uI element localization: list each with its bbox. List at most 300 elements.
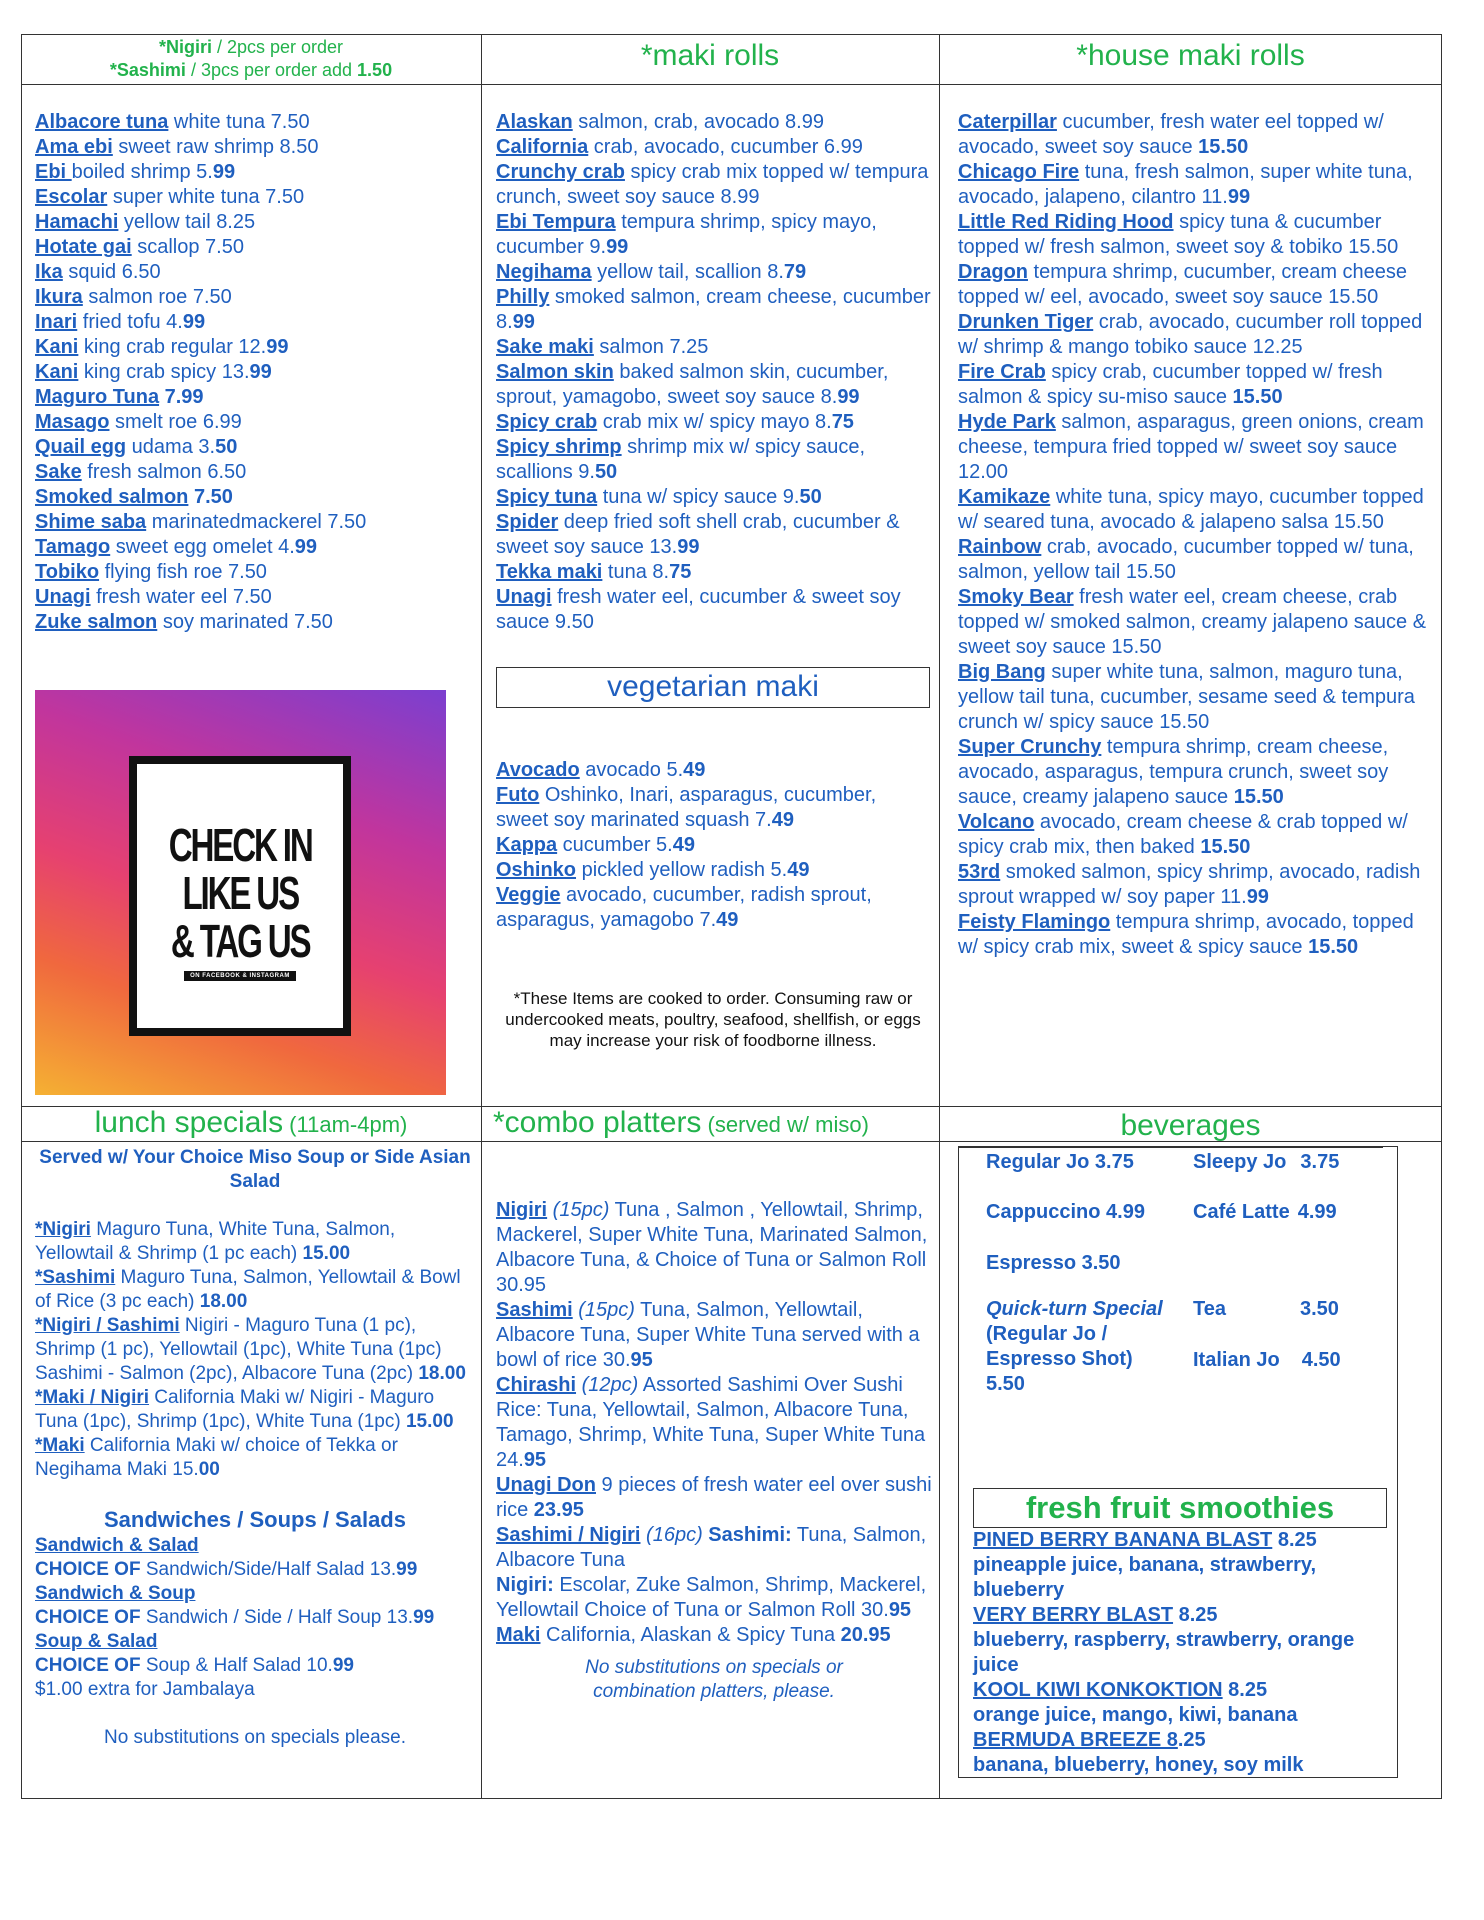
item-price-bold: 99 <box>182 311 206 333</box>
item-pieces: (15pc) <box>547 1199 610 1221</box>
item-price-bold: 99 <box>249 361 272 383</box>
item-name: Sake <box>35 461 82 483</box>
item-price-bold: 99 <box>606 236 629 258</box>
item-price-bold: 75 <box>669 561 692 583</box>
list-item <box>496 210 932 260</box>
item-price-bold: 99 <box>294 536 318 558</box>
list-item <box>35 310 465 335</box>
list-item <box>35 110 465 135</box>
item-desc: California Maki w/ choice of Tekka or Negihama Maki 15. <box>35 1435 398 1480</box>
beverages-header: beverages <box>1120 1109 1261 1142</box>
item-name: Tekka maki <box>496 561 603 583</box>
list-item <box>958 585 1428 660</box>
item-desc: soy marinated 7.50 <box>157 611 333 633</box>
item-desc: tempura shrimp, avocado, topped w/ spicy crab mix, sweet & spicy sauce <box>958 911 1414 958</box>
item-desc: Nigiri - Maguro Tuna (1 pc), Shrimp (1 pc), Yellowtail (1pc), White Tuna (1pc) Sashimi - Salmon (2pc), Albacore Tuna (2pc) <box>35 1315 442 1384</box>
list-item <box>35 560 465 585</box>
list-item <box>35 385 465 410</box>
item-name: *Sashimi <box>35 1267 116 1288</box>
item-price-bold: 99 <box>413 1607 435 1628</box>
combo-sashimi-nigiri: Sashimi / Nigiri (16pc) Sashimi: Tuna, Salmon, Albacore Tuna Nigiri: Escolar, Zuke Salmon, Shrimp, Mackerel, Yellowtail Choice of Tuna or Salmon Roll 30.95 <box>496 1524 927 1621</box>
list-item <box>35 335 465 360</box>
bev-quick-turn: Quick-turn Special (Regular Jo / Espresso Shot) 5.50 <box>986 1298 1163 1395</box>
list-item <box>958 735 1428 810</box>
list-item <box>496 1373 932 1473</box>
list-item <box>958 310 1428 360</box>
item-desc: scallop 7.50 <box>131 236 244 258</box>
item-name: Chirashi <box>496 1374 577 1396</box>
item-name: Sandwich & Soup <box>35 1583 196 1604</box>
item-name: Dragon <box>958 261 1028 283</box>
item-name: *Maki / Nigiri <box>35 1387 150 1408</box>
list-item <box>958 910 1428 960</box>
item-price-bold: 7.50 <box>193 486 233 508</box>
item-desc: Sandwich / Side / Half Soup 13. <box>140 1607 414 1628</box>
smoothie-name: KOOL KIWI KONKOKTION <box>973 1679 1223 1701</box>
item-desc: flying fish roe 7.50 <box>99 561 267 583</box>
item-name: Caterpillar <box>958 111 1057 133</box>
item-price-bold: 18.00 <box>418 1363 466 1384</box>
list-item <box>496 1473 932 1523</box>
item-desc: cucumber 5. <box>557 834 673 856</box>
item-desc: fresh water eel, cucumber & sweet soy sauce 9.50 <box>496 586 901 633</box>
item-name: Alaskan <box>496 111 573 133</box>
item-desc: spicy tuna & cucumber topped w/ fresh salmon, sweet soy & tobiko 15.50 <box>958 211 1399 258</box>
nigiri-list <box>35 110 465 635</box>
raw-food-warning: *These Items are cooked to order. Consuming raw or undercooked meats, poultry, seafood, shellfish, or eggs may increase your risk of foodborne illness. <box>505 989 921 1050</box>
bev-cappuccino: Cappuccino 4.99 <box>986 1201 1145 1223</box>
smoothie-list <box>973 1528 1393 1778</box>
item-name: Ama ebi <box>35 136 113 158</box>
item-desc: cucumber, fresh water eel topped w/ avocado, sweet soy sauce <box>958 111 1384 158</box>
list-item <box>35 1630 475 1678</box>
item-name: Sandwich & Salad <box>35 1535 199 1556</box>
jambalaya-note: $1.00 extra for Jambalaya <box>35 1679 255 1700</box>
item-desc: avocado 5. <box>579 759 684 781</box>
promo-small: ON FACEBOOK & INSTAGRAM <box>184 971 296 981</box>
bev-regular-jo: Regular Jo 3.75 <box>986 1151 1134 1173</box>
list-item <box>958 660 1428 735</box>
item-price-bold: 15.50 <box>1232 386 1283 408</box>
item-desc: spicy crab mix topped w/ tempura crunch, sweet soy sauce 8.99 <box>496 161 929 208</box>
list-item <box>35 1582 475 1630</box>
smoothie-desc: orange juice, mango, kiwi, banana <box>973 1704 1298 1726</box>
combo-list <box>496 1198 932 1523</box>
list-item <box>35 460 465 485</box>
item-pieces: (15pc) <box>572 1299 635 1321</box>
item-price-bold: 49 <box>683 759 706 781</box>
item-price-bold: 15.50 <box>1308 936 1359 958</box>
list-item <box>973 1603 1393 1678</box>
item-price-bold: 99 <box>1227 186 1251 208</box>
list-item <box>35 1314 475 1386</box>
list-item <box>496 783 932 833</box>
smoothie-price: 8.25 <box>1173 1604 1218 1626</box>
item-name: Oshinko <box>496 859 577 881</box>
smoothie-desc: blueberry, raspberry, strawberry, orange juice <box>973 1629 1355 1676</box>
smoothie-price: 8.25 <box>1222 1679 1268 1701</box>
item-desc: smoked salmon, cream cheese, cucumber 8. <box>496 286 931 333</box>
smoothie-price: .25 <box>1177 1729 1206 1751</box>
smoothie-price: 8.25 <box>1272 1529 1317 1551</box>
list-item <box>496 1198 932 1298</box>
list-item <box>496 160 932 210</box>
item-desc: super white tuna 7.50 <box>107 186 305 208</box>
bev-italian-jo: Italian Jo 4.50 <box>1193 1349 1341 1371</box>
promo-image <box>35 690 446 1095</box>
list-item <box>496 883 932 933</box>
list-item <box>35 1386 475 1434</box>
item-desc: sweet raw shrimp 8.50 <box>112 136 319 158</box>
veg-list <box>496 758 932 933</box>
item-desc: white tuna, spicy mayo, cucumber topped w/ seared tuna, avocado & jalapeno salsa 15.50 <box>958 486 1424 533</box>
list-item <box>496 858 932 883</box>
item-name: Smoky Bear <box>958 586 1074 608</box>
item-name: Soup & Salad <box>35 1631 158 1652</box>
item-desc: marinatedmackerel 7.50 <box>146 511 367 533</box>
item-price-bold: 15.50 <box>1200 836 1251 858</box>
list-item <box>35 1218 475 1266</box>
item-name: Escolar <box>35 186 108 208</box>
item-desc: crab, avocado, cucumber topped w/ tuna, salmon, yellow tail 15.50 <box>958 536 1414 583</box>
item-name: Crunchy crab <box>496 161 625 183</box>
item-price-bold: 15.50 <box>1233 786 1284 808</box>
item-choice: CHOICE OF <box>35 1655 141 1676</box>
item-price-bold: 7.99 <box>164 386 204 408</box>
list-item <box>496 585 932 635</box>
item-price-bold: 75 <box>831 411 854 433</box>
list-item <box>496 285 932 335</box>
divider-2 <box>939 35 940 1798</box>
item-name: Albacore tuna <box>35 111 169 133</box>
item-name: Veggie <box>496 884 561 906</box>
beverages-top-line <box>958 1146 1383 1148</box>
list-item <box>35 210 465 235</box>
item-desc: salmon 7.25 <box>593 336 709 358</box>
bev-sleepy-jo: Sleepy Jo 3.75 <box>1193 1151 1340 1173</box>
item-desc: smoked salmon, spicy shrimp, avocado, radish sprout wrapped w/ soy paper 11. <box>958 861 1421 908</box>
item-price-bold: 99 <box>1246 886 1269 908</box>
item-name: Unagi <box>35 586 91 608</box>
item-name: Drunken Tiger <box>958 311 1094 333</box>
item-desc: Assorted Sashimi Over Sushi Rice: Tuna, Yellowtail, Salmon, Albacore Tuna, Tamago, Shrimp, White Tuna, Super White Tuna 24. <box>496 1374 926 1471</box>
combo-maki: Maki California, Alaskan & Spicy Tuna 20.95 <box>496 1624 891 1646</box>
item-desc: boiled shrimp 5. <box>71 161 213 183</box>
list-item <box>35 435 465 460</box>
house-list <box>958 110 1428 960</box>
promo-line-3: & TAG US <box>170 915 310 967</box>
item-name: Spider <box>496 511 559 533</box>
item-desc: king crab regular 12. <box>78 336 267 358</box>
list-item <box>35 585 465 610</box>
item-desc: Tuna , Salmon , Yellowtail, Shrimp, Mackerel, Super White Tuna, Marinated Salmon, Albacore Tuna, & Choice of Tuna or Salmon Roll 30.95 <box>496 1199 928 1296</box>
item-name: Hyde Park <box>958 411 1056 433</box>
item-price-bold: 15.50 <box>1198 136 1249 158</box>
item-name: Sake maki <box>496 336 594 358</box>
item-desc: salmon, crab, avocado 8.99 <box>572 111 824 133</box>
list-item <box>35 1434 475 1482</box>
list-item <box>958 260 1428 310</box>
item-name: *Nigiri / Sashimi <box>35 1315 180 1336</box>
list-item <box>958 860 1428 910</box>
item-name: Spicy tuna <box>496 486 598 508</box>
list-item <box>35 610 465 635</box>
list-item <box>496 110 932 135</box>
list-item <box>496 1298 932 1373</box>
smoothie-desc: pineapple juice, banana, strawberry, blueberry <box>973 1554 1317 1601</box>
item-name: Chicago Fire <box>958 161 1080 183</box>
item-name: Avocado <box>496 759 580 781</box>
list-item <box>958 110 1428 160</box>
lunch-list <box>35 1218 475 1482</box>
item-name: Big Bang <box>958 661 1046 683</box>
item-desc: tempura shrimp, cream cheese, avocado, asparagus, tempura crunch, sweet soy sauce, creamy jalapeno sauce <box>958 736 1389 808</box>
list-item <box>958 210 1428 260</box>
item-desc: tempura shrimp, cucumber, cream cheese topped w/ eel, avocado, sweet soy sauce 15.50 <box>958 261 1408 308</box>
item-desc: Tuna, Salmon, Yellowtail, Albacore Tuna, Super White Tuna served with a bowl of rice 30. <box>496 1299 920 1371</box>
list-item <box>973 1678 1393 1728</box>
list-item <box>958 485 1428 535</box>
list-item <box>35 1534 475 1582</box>
list-item <box>35 1266 475 1314</box>
item-desc: Maguro Tuna, White Tuna, Salmon, Yellowtail & Shrimp (1 pc each) <box>35 1219 396 1264</box>
item-name: Zuke salmon <box>35 611 158 633</box>
item-price-bold: 00 <box>198 1459 220 1480</box>
list-item <box>35 485 465 510</box>
item-price-bold: 99 <box>837 386 860 408</box>
item-price-bold: 99 <box>512 311 535 333</box>
list-item <box>35 185 465 210</box>
list-item <box>496 833 932 858</box>
item-name: Spicy shrimp <box>496 436 622 458</box>
item-desc: yellow tail 8.25 <box>118 211 256 233</box>
promo-frame <box>129 756 351 1036</box>
bev-tea: Tea 3.50 <box>1193 1298 1339 1320</box>
item-price-bold: 23.95 <box>533 1499 584 1521</box>
list-item <box>958 535 1428 585</box>
item-desc: fried tofu 4. <box>77 311 183 333</box>
item-price-bold: 49 <box>787 859 810 881</box>
item-name: Shime saba <box>35 511 147 533</box>
maki-header: *maki rolls <box>640 39 780 72</box>
item-name: Futo <box>496 784 540 806</box>
item-desc: shrimp mix w/ spicy sauce, scallions 9. <box>496 436 865 483</box>
item-desc: salmon, asparagus, green onions, cream cheese, tempura fried topped w/ sweet soy sauce 12.00 <box>958 411 1424 483</box>
sw-header: Sandwiches / Soups / Salads <box>104 1507 406 1532</box>
item-name: Kappa <box>496 834 558 856</box>
item-price-bold: 49 <box>672 834 695 856</box>
combo-header: *combo platters (served w/ miso) <box>493 1106 869 1139</box>
item-price-bold: 99 <box>396 1559 418 1580</box>
item-name: Salmon skin <box>496 361 614 383</box>
item-desc: Soup & Half Salad 10. <box>140 1655 333 1676</box>
item-price-bold: 50 <box>594 461 618 483</box>
item-price-bold: 15.00 <box>302 1243 351 1264</box>
item-desc: Oshinko, Inari, asparagus, cucumber, sweet soy marinated squash 7. <box>496 784 877 831</box>
smoothie-name: VERY BERRY BLAST <box>973 1604 1174 1626</box>
item-price-bold: 79 <box>783 261 807 283</box>
nigiri-header: *Nigiri / 2pcs per order *Sashimi / 3pcs per order add 1.50 <box>109 37 393 80</box>
item-desc: fresh water eel, cream cheese, crab topped w/ smoked salmon, creamy jalapeno sauce & sweet soy sauce 15.50 <box>958 586 1427 658</box>
list-item <box>496 560 932 585</box>
item-price-bold: 99 <box>212 161 236 183</box>
item-desc: crab, avocado, cucumber 6.99 <box>588 136 863 158</box>
item-name: Spicy crab <box>496 411 598 433</box>
item-name: Negihama <box>496 261 592 283</box>
item-name: Fire Crab <box>958 361 1046 383</box>
item-name: *Maki <box>35 1435 85 1456</box>
list-item <box>958 810 1428 860</box>
list-item <box>35 535 465 560</box>
item-name: Kani <box>35 336 79 358</box>
lunch-header: lunch specials (11am-4pm) <box>94 1106 408 1139</box>
lunch-body <box>35 1146 475 1750</box>
list-item <box>35 360 465 385</box>
item-name: Unagi Don <box>496 1474 596 1496</box>
item-name: Ebi Tempura <box>496 211 616 233</box>
item-name: 53rd <box>958 861 1001 883</box>
maki-list <box>496 110 932 635</box>
list-item <box>496 435 932 485</box>
item-desc: spicy crab, cucumber topped w/ fresh salmon & spicy su-miso sauce <box>958 361 1383 408</box>
top-header-line <box>22 84 1441 85</box>
divider-1 <box>481 35 482 1798</box>
item-desc: baked salmon skin, cucumber, sprout, yamagobo, sweet soy sauce 8. <box>496 361 889 408</box>
item-name: Volcano <box>958 811 1035 833</box>
item-desc: crab mix w/ spicy mayo 8. <box>597 411 832 433</box>
item-desc: fresh water eel 7.50 <box>90 586 272 608</box>
list-item <box>958 160 1428 210</box>
list-item <box>496 335 932 360</box>
item-price-bold: 95 <box>523 1449 547 1471</box>
item-name: Masago <box>35 411 110 433</box>
item-price-bold: 49 <box>771 809 794 831</box>
smoothies-header: fresh fruit smoothies <box>973 1488 1387 1528</box>
item-desc: 9 pieces of fresh water eel over sushi rice <box>496 1474 932 1521</box>
sw-list <box>35 1534 475 1678</box>
item-name: Philly <box>496 286 550 308</box>
item-desc: tempura shrimp, spicy mayo, cucumber 9. <box>496 211 877 258</box>
item-name: Maguro Tuna <box>35 386 160 408</box>
combo-note: No substitutions on specials or combination platters, please. <box>585 1657 843 1702</box>
list-item <box>35 135 465 160</box>
item-desc: Maguro Tuna, Salmon, Yellowtail & Bowl of Rice (3 pc each) <box>35 1267 461 1312</box>
item-name: Sashimi <box>496 1299 573 1321</box>
lunch-note: No substitutions on specials please. <box>103 1727 407 1748</box>
item-desc: udama 3. <box>126 436 216 458</box>
item-name: Kani <box>35 361 79 383</box>
smoothie-name: BERMUDA BREEZE 8 <box>973 1729 1178 1751</box>
item-name: Unagi <box>496 586 552 608</box>
list-item <box>496 360 932 410</box>
item-choice: CHOICE OF <box>35 1559 141 1580</box>
promo-line-2: LIKE US <box>182 867 298 919</box>
item-price-bold: 99 <box>266 336 289 358</box>
item-price-bold: 18.00 <box>199 1291 248 1312</box>
item-name: Kamikaze <box>958 486 1051 508</box>
item-desc: avocado, cream cheese & crab topped w/ spicy crab mix, then baked <box>958 811 1408 858</box>
item-name: Nigiri <box>496 1199 548 1221</box>
item-name: Ika <box>35 261 63 283</box>
list-item <box>958 360 1428 410</box>
list-item <box>496 260 932 285</box>
item-desc: crab, avocado, cucumber roll topped w/ shrimp & mango tobiko sauce 12.25 <box>958 311 1423 358</box>
item-name: Quail egg <box>35 436 127 458</box>
item-price-bold: 99 <box>332 1655 354 1676</box>
list-item <box>35 160 465 185</box>
list-item <box>35 410 465 435</box>
item-name: California <box>496 136 589 158</box>
item-price-bold: 50 <box>799 486 822 508</box>
item-desc: smelt roe 6.99 <box>109 411 242 433</box>
item-price-bold: 95 <box>630 1349 653 1371</box>
list-item <box>496 410 932 435</box>
item-desc: tuna 8. <box>602 561 670 583</box>
bev-cafe-latte: Café Latte 4.99 <box>1193 1201 1337 1223</box>
item-name: Inari <box>35 311 78 333</box>
item-name: Super Crunchy <box>958 736 1102 758</box>
item-name: Hotate gai <box>35 236 132 258</box>
item-desc: salmon roe 7.50 <box>82 286 232 308</box>
veg-header: vegetarian maki <box>496 667 930 708</box>
list-item <box>496 510 932 560</box>
smoothie-desc: banana, blueberry, honey, soy milk <box>973 1754 1304 1776</box>
item-name: Ikura <box>35 286 83 308</box>
item-desc: sweet egg omelet 4. <box>110 536 295 558</box>
item-desc: California Maki w/ Nigiri - Maguro Tuna (1pc), Shrimp (1pc), White Tuna (1pc) <box>35 1387 435 1432</box>
item-name: *Nigiri <box>35 1219 91 1240</box>
item-price-bold: 15.00 <box>405 1411 454 1432</box>
combo-body <box>496 1198 932 1704</box>
item-desc: squid 6.50 <box>62 261 161 283</box>
item-desc: yellow tail, scallion 8. <box>591 261 784 283</box>
item-name: Rainbow <box>958 536 1042 558</box>
list-item <box>35 285 465 310</box>
item-desc: deep fried soft shell crab, cucumber & sweet soy sauce 13. <box>496 511 900 558</box>
list-item <box>496 135 932 160</box>
item-desc: pickled yellow radish 5. <box>576 859 788 881</box>
list-item <box>35 510 465 535</box>
item-desc: king crab spicy 13. <box>78 361 250 383</box>
item-desc: fresh salmon 6.50 <box>81 461 247 483</box>
item-name: Little Red Riding Hood <box>958 211 1174 233</box>
list-item <box>496 758 932 783</box>
promo-line-1: CHECK IN <box>168 819 312 871</box>
item-desc: tuna w/ spicy sauce 9. <box>597 486 800 508</box>
item-name: Tamago <box>35 536 111 558</box>
list-item <box>496 485 932 510</box>
item-price-bold: 99 <box>677 536 700 558</box>
item-price-bold: 49 <box>716 909 739 931</box>
item-desc: tuna, fresh salmon, super white tuna, avocado, jalapeno, cilantro 11. <box>958 161 1413 208</box>
list-item <box>973 1728 1393 1778</box>
item-name: Smoked salmon <box>35 486 189 508</box>
item-desc: avocado, cucumber, radish sprout, asparagus, yamagobo 7. <box>496 884 872 931</box>
smoothie-name: PINED BERRY BANANA BLAST <box>973 1529 1273 1551</box>
item-desc: super white tuna, salmon, maguro tuna, yellow tail tuna, cucumber, sesame seed & tempura crunch w/ spicy sauce 15.50 <box>958 661 1415 733</box>
list-item <box>35 260 465 285</box>
item-name: Hamachi <box>35 211 119 233</box>
item-price-bold: 50 <box>215 436 238 458</box>
item-desc: white tuna 7.50 <box>168 111 310 133</box>
item-name: Tobiko <box>35 561 100 583</box>
item-choice: CHOICE OF <box>35 1607 141 1628</box>
list-item <box>35 235 465 260</box>
list-item <box>958 410 1428 485</box>
bev-espresso: Espresso 3.50 <box>986 1252 1121 1274</box>
lunch-intro: Served w/ Your Choice Miso Soup or Side Asian Salad <box>39 1147 471 1192</box>
list-item <box>973 1528 1393 1603</box>
